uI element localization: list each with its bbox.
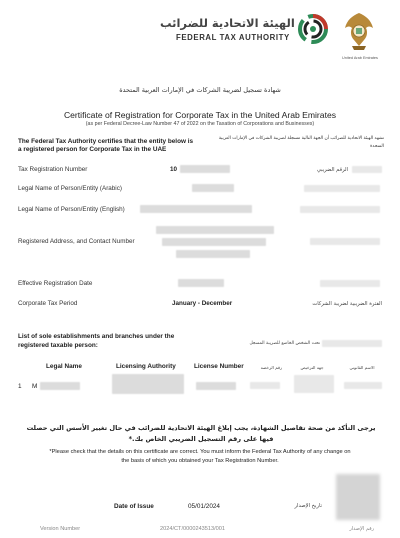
notice-en-line2: the basis of which you obtained your Tax Registration Number. (121, 458, 279, 464)
address-redacted-1 (156, 226, 274, 234)
trn-value: 10 (170, 166, 178, 173)
address-right-redacted (310, 238, 380, 245)
tax-period-label: Corporate Tax Period (18, 300, 78, 307)
trn-redacted (180, 165, 230, 173)
legal-name-en-right-redacted (300, 206, 380, 213)
legal-name-en-redacted (140, 205, 252, 213)
trn-ar-redacted (352, 166, 382, 173)
trn-label-ar: الرقم الضريبي (316, 167, 348, 173)
legal-name-ar-right-redacted (304, 185, 380, 192)
certificate-title-ar: شهادة تسجيل لضريبة الشركات في الإمارات العربية المتحدة (119, 86, 281, 94)
authority-name-ar: الهيئة الاتحادية للضرائب (160, 16, 295, 30)
intro-ar-line2: المتحدة (370, 144, 384, 149)
address-label: Registered Address, and Contact Number (18, 238, 135, 245)
issue-date-value: 05/01/2024 (188, 503, 220, 510)
version-label-ar: رقم الإصدار (349, 526, 374, 532)
establishment-ar-redacted-2 (294, 375, 334, 393)
establishment-license-redacted (196, 382, 236, 390)
establishment-row-name: M (32, 383, 38, 390)
qr-code (336, 474, 380, 520)
effective-date-redacted (178, 279, 224, 287)
establishment-ar-redacted-3 (344, 382, 382, 389)
col-legal-name: Legal Name (46, 363, 82, 370)
legal-name-ar-label: Legal Name of Person/Entity (Arabic) (18, 185, 122, 192)
uae-emblem (342, 10, 376, 54)
certificate-title-en: Certificate of Registration for Corporate Tax in the United Arab Emirates (63, 110, 337, 120)
address-redacted-3 (176, 250, 250, 258)
issue-date-label: Date of Issue (114, 503, 154, 510)
establishments-heading-line2: registered taxable person: (18, 342, 98, 349)
tax-period-label-ar: الفترة الضريبية لضريبة الشركات (312, 301, 382, 307)
issue-date-label-ar: تاريخ الإصدار (294, 503, 322, 509)
establishments-heading-ar-redacted (322, 340, 382, 347)
legal-name-en-label: Legal Name of Person/Entity (English) (18, 206, 125, 213)
trn-label: Tax Registration Number (18, 166, 88, 173)
establishment-row-index: 1 (18, 383, 22, 390)
notice-ar: يرجى التأكد من صحة تفاصيل الشهادة، يجب إبلاغ الهيئة الاتحادية للضرائب في حال تغيير الأسس التي حصلت فيها على رقم التسجيل الضريبي الخاص بك.* (26, 424, 376, 443)
intro-en-line2: a registered person for Corporate Tax in the UAE (18, 146, 167, 153)
effective-date-right-redacted (320, 280, 380, 287)
notice-en-line1: *Please check that the details on this certificate are correct. You must inform the Federal Tax Authority of any change on (49, 449, 351, 455)
certificate-subtitle: (as per Federal Decree-Law Number 47 of 2022 on the Taxation of Corporations and Businesses) (85, 121, 315, 127)
establishment-authority-redacted (112, 374, 184, 394)
effective-date-label: Effective Registration Date (18, 280, 93, 287)
intro-en-line1: The Federal Tax Authority certifies that the entity below is (18, 138, 194, 145)
tax-period-value: January - December (172, 300, 233, 307)
intro-ar-line1: تشهد الهيئة الاتحادية للضرائب أن الجهة التالية مسجلة لضريبة الشركات في الإمارات العربية (218, 136, 384, 141)
establishment-name-redacted (40, 382, 80, 390)
col-licensing-authority-ar: جهة الترخيص (300, 365, 324, 370)
establishments-heading-line1: List of sole establishments and branches under the (18, 333, 175, 340)
establishment-ar-redacted-1 (250, 382, 280, 389)
col-licensing-authority: Licensing Authority (116, 363, 176, 370)
col-license-number: License Number (194, 363, 244, 370)
address-redacted-2 (162, 238, 266, 246)
col-license-number-ar: رقم الرخصة (260, 365, 282, 370)
authority-name-en: FEDERAL TAX AUTHORITY (176, 33, 290, 42)
legal-name-ar-redacted (192, 184, 234, 192)
version-label: Version Number (40, 526, 81, 532)
col-legal-name-ar: الاسم القانوني (349, 365, 375, 370)
version-value: 2024/CT/0000243513/001 (160, 526, 226, 532)
establishments-heading-ar: تحت الشخص الخاضع للضريبة المسجل (249, 341, 320, 346)
fta-logo (296, 12, 330, 46)
emblem-caption: United Arab Emirates (342, 56, 378, 60)
